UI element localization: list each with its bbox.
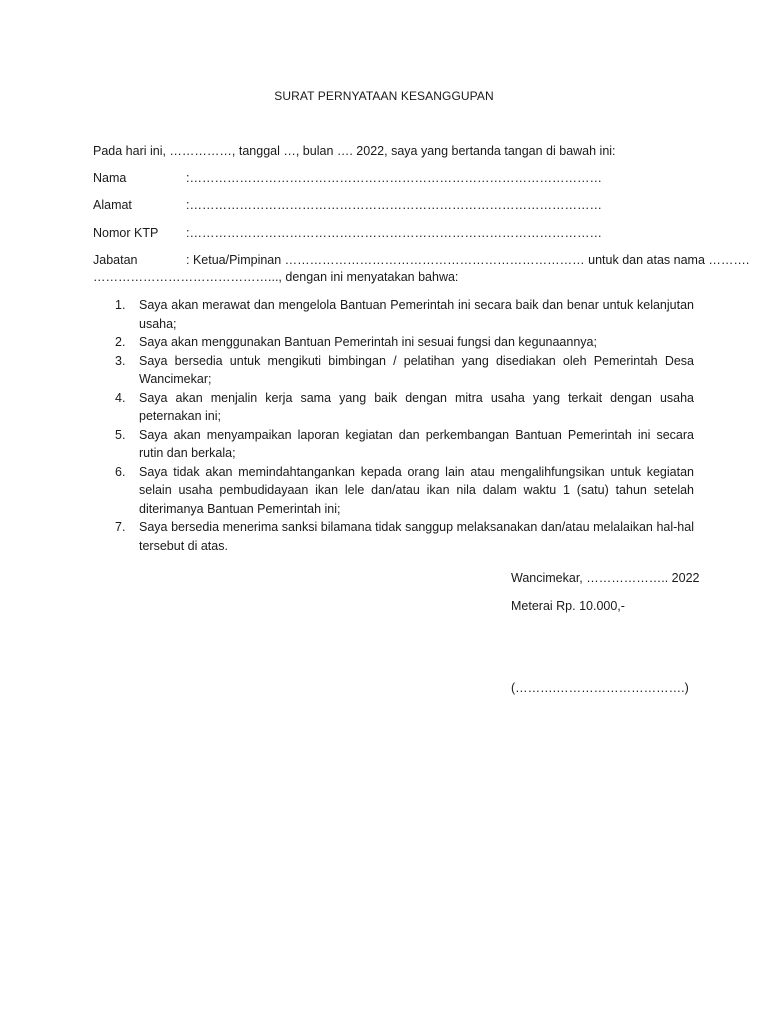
field-value-nama: :……………………………………………………………………………………… xyxy=(186,171,602,185)
field-value-jabatan: : Ketua/Pimpinan ……………………………………………………………… untuk dan atas nama ………. xyxy=(186,253,750,267)
statement-text: Saya bersedia untuk mengikuti bimbingan / pelatihan yang disediakan oleh Pemerintah Desa Wancimekar; xyxy=(139,353,694,386)
statement-text: Saya tidak akan memindahtangankan kepada orang lain atau mengalihfungsikan untuk kegiatan selain usaha pembudidayaan ikan lele dan/atau ikan nila dalam waktu 1 (satu) tahun setelah diterimanya Bantuan Pemerintah ini; xyxy=(139,464,694,516)
statement-number: 6. xyxy=(115,464,126,479)
field-value-nomor-ktp: :……………………………………………………………………………………… xyxy=(186,226,602,240)
statement-item xyxy=(93,426,694,463)
statement-text: Saya akan menyampaikan laporan kegiatan dan perkembangan Bantuan Pemerintah ini secara rutin dan berkala; xyxy=(139,427,694,460)
statement-number: 2. xyxy=(115,335,126,349)
statement-number: 5. xyxy=(115,427,126,442)
stamp-duty-note: Meterai Rp. 10.000,- xyxy=(511,599,625,613)
field-label-nomor-ktp: Nomor KTP xyxy=(93,226,159,240)
field-row-jabatan xyxy=(93,253,749,267)
statement-number: 3. xyxy=(115,353,126,368)
statement-text: Saya akan merawat dan mengelola Bantuan Pemerintah ini secara baik dan benar untuk kelanjutan usaha; xyxy=(139,298,694,331)
statement-item xyxy=(93,296,694,333)
intro-paragraph: Pada hari ini, ……………, tanggal …, bulan …. 2022, saya yang bertanda tangan di bawah ini: xyxy=(93,144,616,158)
statement-number: 1. xyxy=(115,298,126,312)
signature-line: (……….………………………….) xyxy=(511,681,689,695)
statement-text: Saya akan menjalin kerja sama yang baik dengan mitra usaha yang terkait dengan usaha peternakan ini; xyxy=(139,390,694,423)
statement-item xyxy=(93,352,694,389)
statement-number: 7. xyxy=(115,520,126,534)
field-row-nomor-ktp xyxy=(93,226,602,240)
statement-item xyxy=(93,463,694,519)
field-row-nama xyxy=(93,171,602,185)
statement-item xyxy=(93,518,694,555)
field-value-alamat: :……………………………………………………………………………………… xyxy=(186,198,602,212)
document-title: SURAT PERNYATAAN KESANGGUPAN xyxy=(274,89,494,103)
statement-item xyxy=(93,389,694,426)
field-label-alamat: Alamat xyxy=(93,198,132,212)
place-and-date: Wancimekar, ……………….. 2022 xyxy=(511,571,700,585)
statement-text: Saya bersedia menerima sanksi bilamana tidak sanggup melaksanakan dan/atau melalaikan hal-hal tersebut di atas. xyxy=(139,520,694,553)
statement-text: Saya akan menggunakan Bantuan Pemerintah ini sesuai fungsi dan kegunaannya; xyxy=(139,335,597,349)
field-label-jabatan: Jabatan xyxy=(93,253,138,267)
field-row-alamat xyxy=(93,198,602,212)
jabatan-continuation: ……………………………………..., dengan ini menyatakan bahwa: xyxy=(93,270,459,284)
statement-list xyxy=(93,296,694,555)
statement-item xyxy=(93,333,694,352)
field-label-nama: Nama xyxy=(93,171,127,185)
statement-number: 4. xyxy=(115,390,126,405)
